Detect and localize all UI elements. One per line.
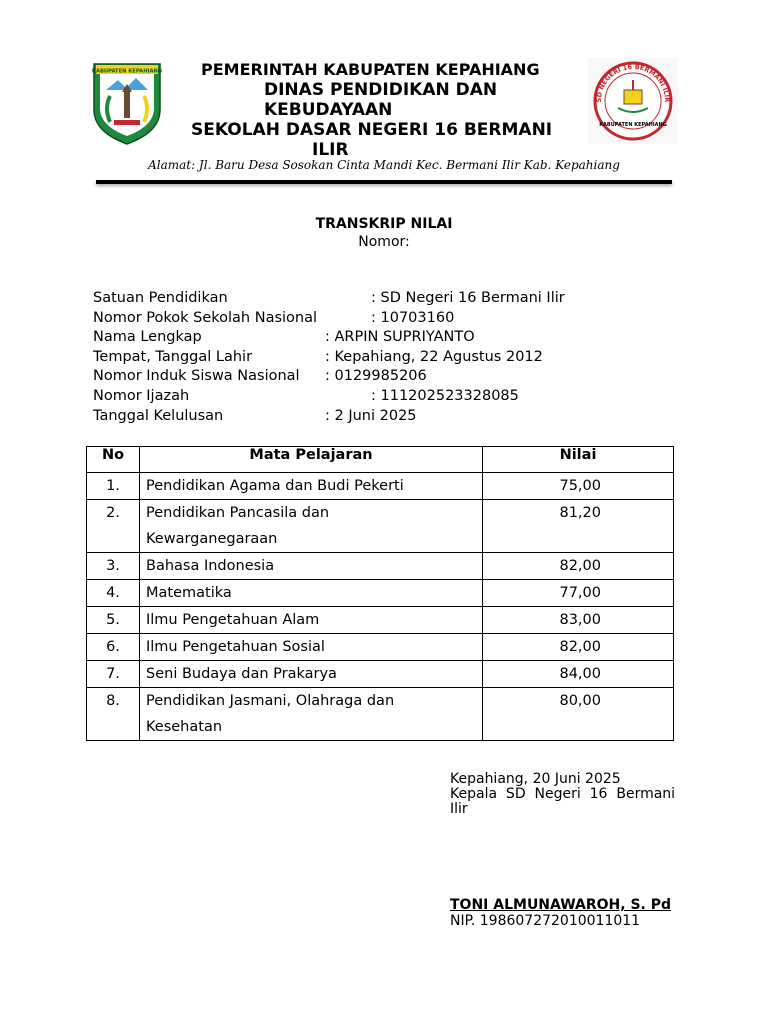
info-label-graduation: Tanggal Kelulusan (93, 408, 224, 424)
info-value-name: : ARPIN SUPRIYANTO (325, 329, 475, 345)
row-subject: Seni Budaya dan Prakarya (140, 661, 483, 688)
row-value: 82,00 (483, 553, 674, 580)
table-row (87, 661, 674, 688)
school-seal-logo (588, 58, 678, 144)
row-subject-line-2: Kewarganegaraan (146, 531, 278, 547)
info-value-school: : SD Negeri 16 Bermani Ilir (371, 290, 565, 306)
row-value: 80,00 (483, 688, 674, 741)
info-label-birth: Tempat, Tanggal Lahir (93, 349, 253, 365)
col-header-subject: Mata Pelajaran (140, 447, 483, 473)
row-subject: Matematika (140, 580, 483, 607)
table-row (87, 580, 674, 607)
info-label-npsn: Nomor Pokok Sekolah Nasional (93, 310, 318, 326)
row-no: 1. (87, 473, 140, 500)
header-divider (96, 180, 672, 184)
row-subject: Bahasa Indonesia (140, 553, 483, 580)
school-address: Alamat: Jl. Baru Desa Sosokan Cinta Mandi Kec. Bermani Ilir Kab. Kepahiang (148, 158, 620, 172)
header-line-1: PEMERINTAH KABUPATEN KEPAHIANG (201, 60, 540, 79)
row-subject-line-1: Pendidikan Pancasila dan (146, 505, 330, 521)
logo-caption: KABUPATEN KEPAHIANG (91, 68, 163, 75)
info-value-ijazah: : 111202523328085 (371, 388, 519, 404)
row-value: 75,00 (483, 473, 674, 500)
row-no: 7. (87, 661, 140, 688)
seal-bottom-text: KABUPATEN KEPAHIANG (599, 122, 667, 128)
row-subject: Ilmu Pengetahuan Sosial (140, 634, 483, 661)
table-row (87, 553, 674, 580)
info-label-ijazah: Nomor Ijazah (93, 388, 190, 404)
info-label-school: Satuan Pendidikan (93, 290, 228, 306)
row-value: 84,00 (483, 661, 674, 688)
row-value: 81,20 (483, 500, 674, 553)
row-no: 2. (87, 500, 140, 553)
row-no: 3. (87, 553, 140, 580)
row-subject: Pendidikan Agama dan Budi Pekerti (140, 473, 483, 500)
table-row (87, 688, 674, 741)
kabupaten-logo (90, 60, 164, 146)
signatory-name: TONI ALMUNAWAROH, S. Pd (450, 897, 672, 913)
signatory-nip: NIP. 198607272010011011 (450, 913, 641, 929)
row-subject-line-1: Pendidikan Jasmani, Olahraga dan (146, 693, 395, 709)
row-subject-line-2: Kesehatan (146, 719, 223, 735)
table-header-row (87, 447, 674, 473)
table-row (87, 607, 674, 634)
row-no: 4. (87, 580, 140, 607)
document-number: Nomor: (358, 234, 410, 250)
info-value-graduation: : 2 Juni 2025 (325, 408, 417, 424)
info-value-nisn: : 0129985206 (325, 368, 427, 384)
row-subject (140, 688, 483, 741)
info-label-nisn: Nomor Induk Siswa Nasional (93, 368, 300, 384)
header-line-4: SEKOLAH DASAR NEGERI 16 BERMANI (191, 120, 553, 140)
signature-position-line-2: Ilir (450, 801, 468, 817)
table-row (87, 473, 674, 500)
info-value-birth: : Kepahiang, 22 Agustus 2012 (325, 349, 543, 365)
grades-table (86, 446, 674, 741)
info-value-npsn: : 10703160 (371, 310, 455, 326)
row-value: 83,00 (483, 607, 674, 634)
header-line-5: ILIR (312, 140, 349, 160)
row-no: 5. (87, 607, 140, 634)
row-value: 77,00 (483, 580, 674, 607)
header-line-2: DINAS PENDIDIKAN DAN (264, 80, 498, 100)
seal-top-text: SD NEGERI 16 BERMANI ILIR (594, 62, 672, 103)
document-title: TRANSKRIP NILAI (315, 216, 453, 232)
signature-position-line-1: Kepala SD Negeri 16 Bermani (450, 786, 676, 802)
header-line-3: KEBUDAYAAN (264, 100, 393, 120)
col-header-value: Nilai (483, 447, 674, 473)
row-subject (140, 500, 483, 553)
signature-place-date: Kepahiang, 20 Juni 2025 (450, 771, 621, 787)
col-header-no: No (87, 447, 140, 473)
info-label-name: Nama Lengkap (93, 329, 202, 345)
table-row (87, 500, 674, 553)
row-no: 6. (87, 634, 140, 661)
row-subject: Ilmu Pengetahuan Alam (140, 607, 483, 634)
table-row (87, 634, 674, 661)
row-no: 8. (87, 688, 140, 741)
row-value: 82,00 (483, 634, 674, 661)
